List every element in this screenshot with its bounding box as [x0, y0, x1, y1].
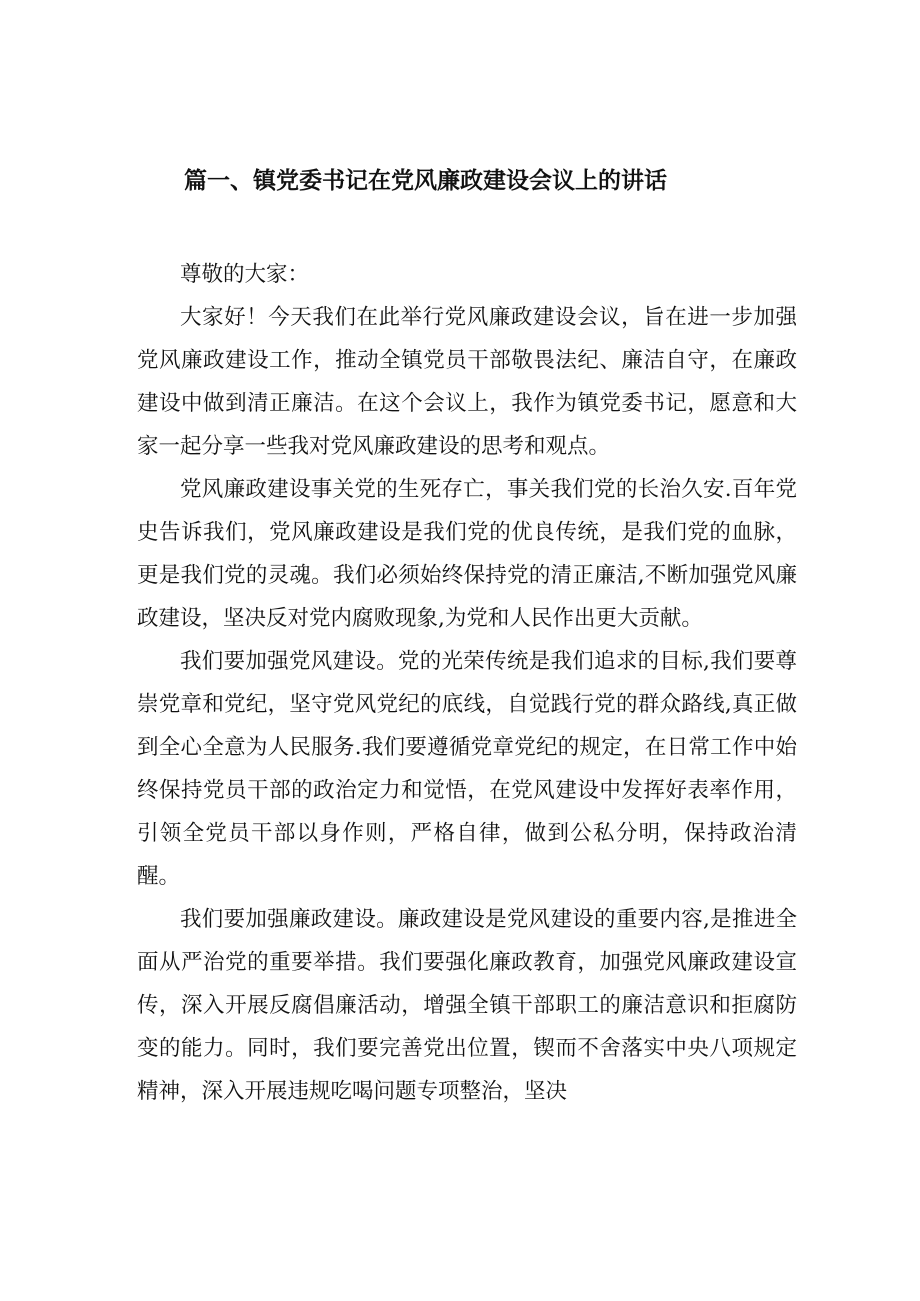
paragraph-integrity: 我们要加强廉政建设。廉政建设是党风建设的重要内容,是推进全面从严治党的重要举措。我们要强化廉政教育，加强党风廉政建设宣传，深入开展反腐倡廉活动，增强全镇干部职工的廉洁意识和拒腐防变的能力。同时，我们要完善党出位置，锲而不舍落实中央八项规定精神，深入开展违规吃喝问题专项整治，坚决	[137, 907, 797, 1104]
paragraph-importance: 党风廉政建设事关党的生死存亡，事关我们党的长治久安.百年党史告诉我们，党风廉政建设是我们党的优良传统，是我们党的血脉，更是我们党的灵魂。我们必须始终保持党的清正廉洁,不断加强党风廉政建设，坚决反对党内腐败现象,为党和人民作出更大贡献。	[137, 477, 797, 631]
salutation: 尊敬的大家：	[180, 262, 310, 287]
document-title: 篇一、镇党委书记在党风廉政建设会议上的讲话	[184, 168, 667, 194]
paragraph-greeting: 大家好！今天我们在此举行党风廉政建设会议，旨在进一步加强党风廉政建设工作，推动全镇党员干部敬畏法纪、廉洁自守，在廉政建设中做到清正廉洁。在这个会议上，我作为镇党委书记，愿意和大家一起分享一些我对党风廉政建设的思考和观点。	[137, 305, 797, 459]
document-body	[137, 253, 797, 1113]
paragraph-party-conduct: 我们要加强党风建设。党的光荣传统是我们追求的目标,我们要尊崇党章和党纪，坚守党风党纪的底线，自觉践行党的群众路线,真正做到全心全意为人民服务.我们要遵循党章党纪的规定，在日常工作中始终保持党员干部的政治定力和觉悟，在党风建设中发挥好表率作用，引领全党员干部以身作则，严格自律，做到公私分明，保持政治清醒。	[137, 649, 797, 889]
